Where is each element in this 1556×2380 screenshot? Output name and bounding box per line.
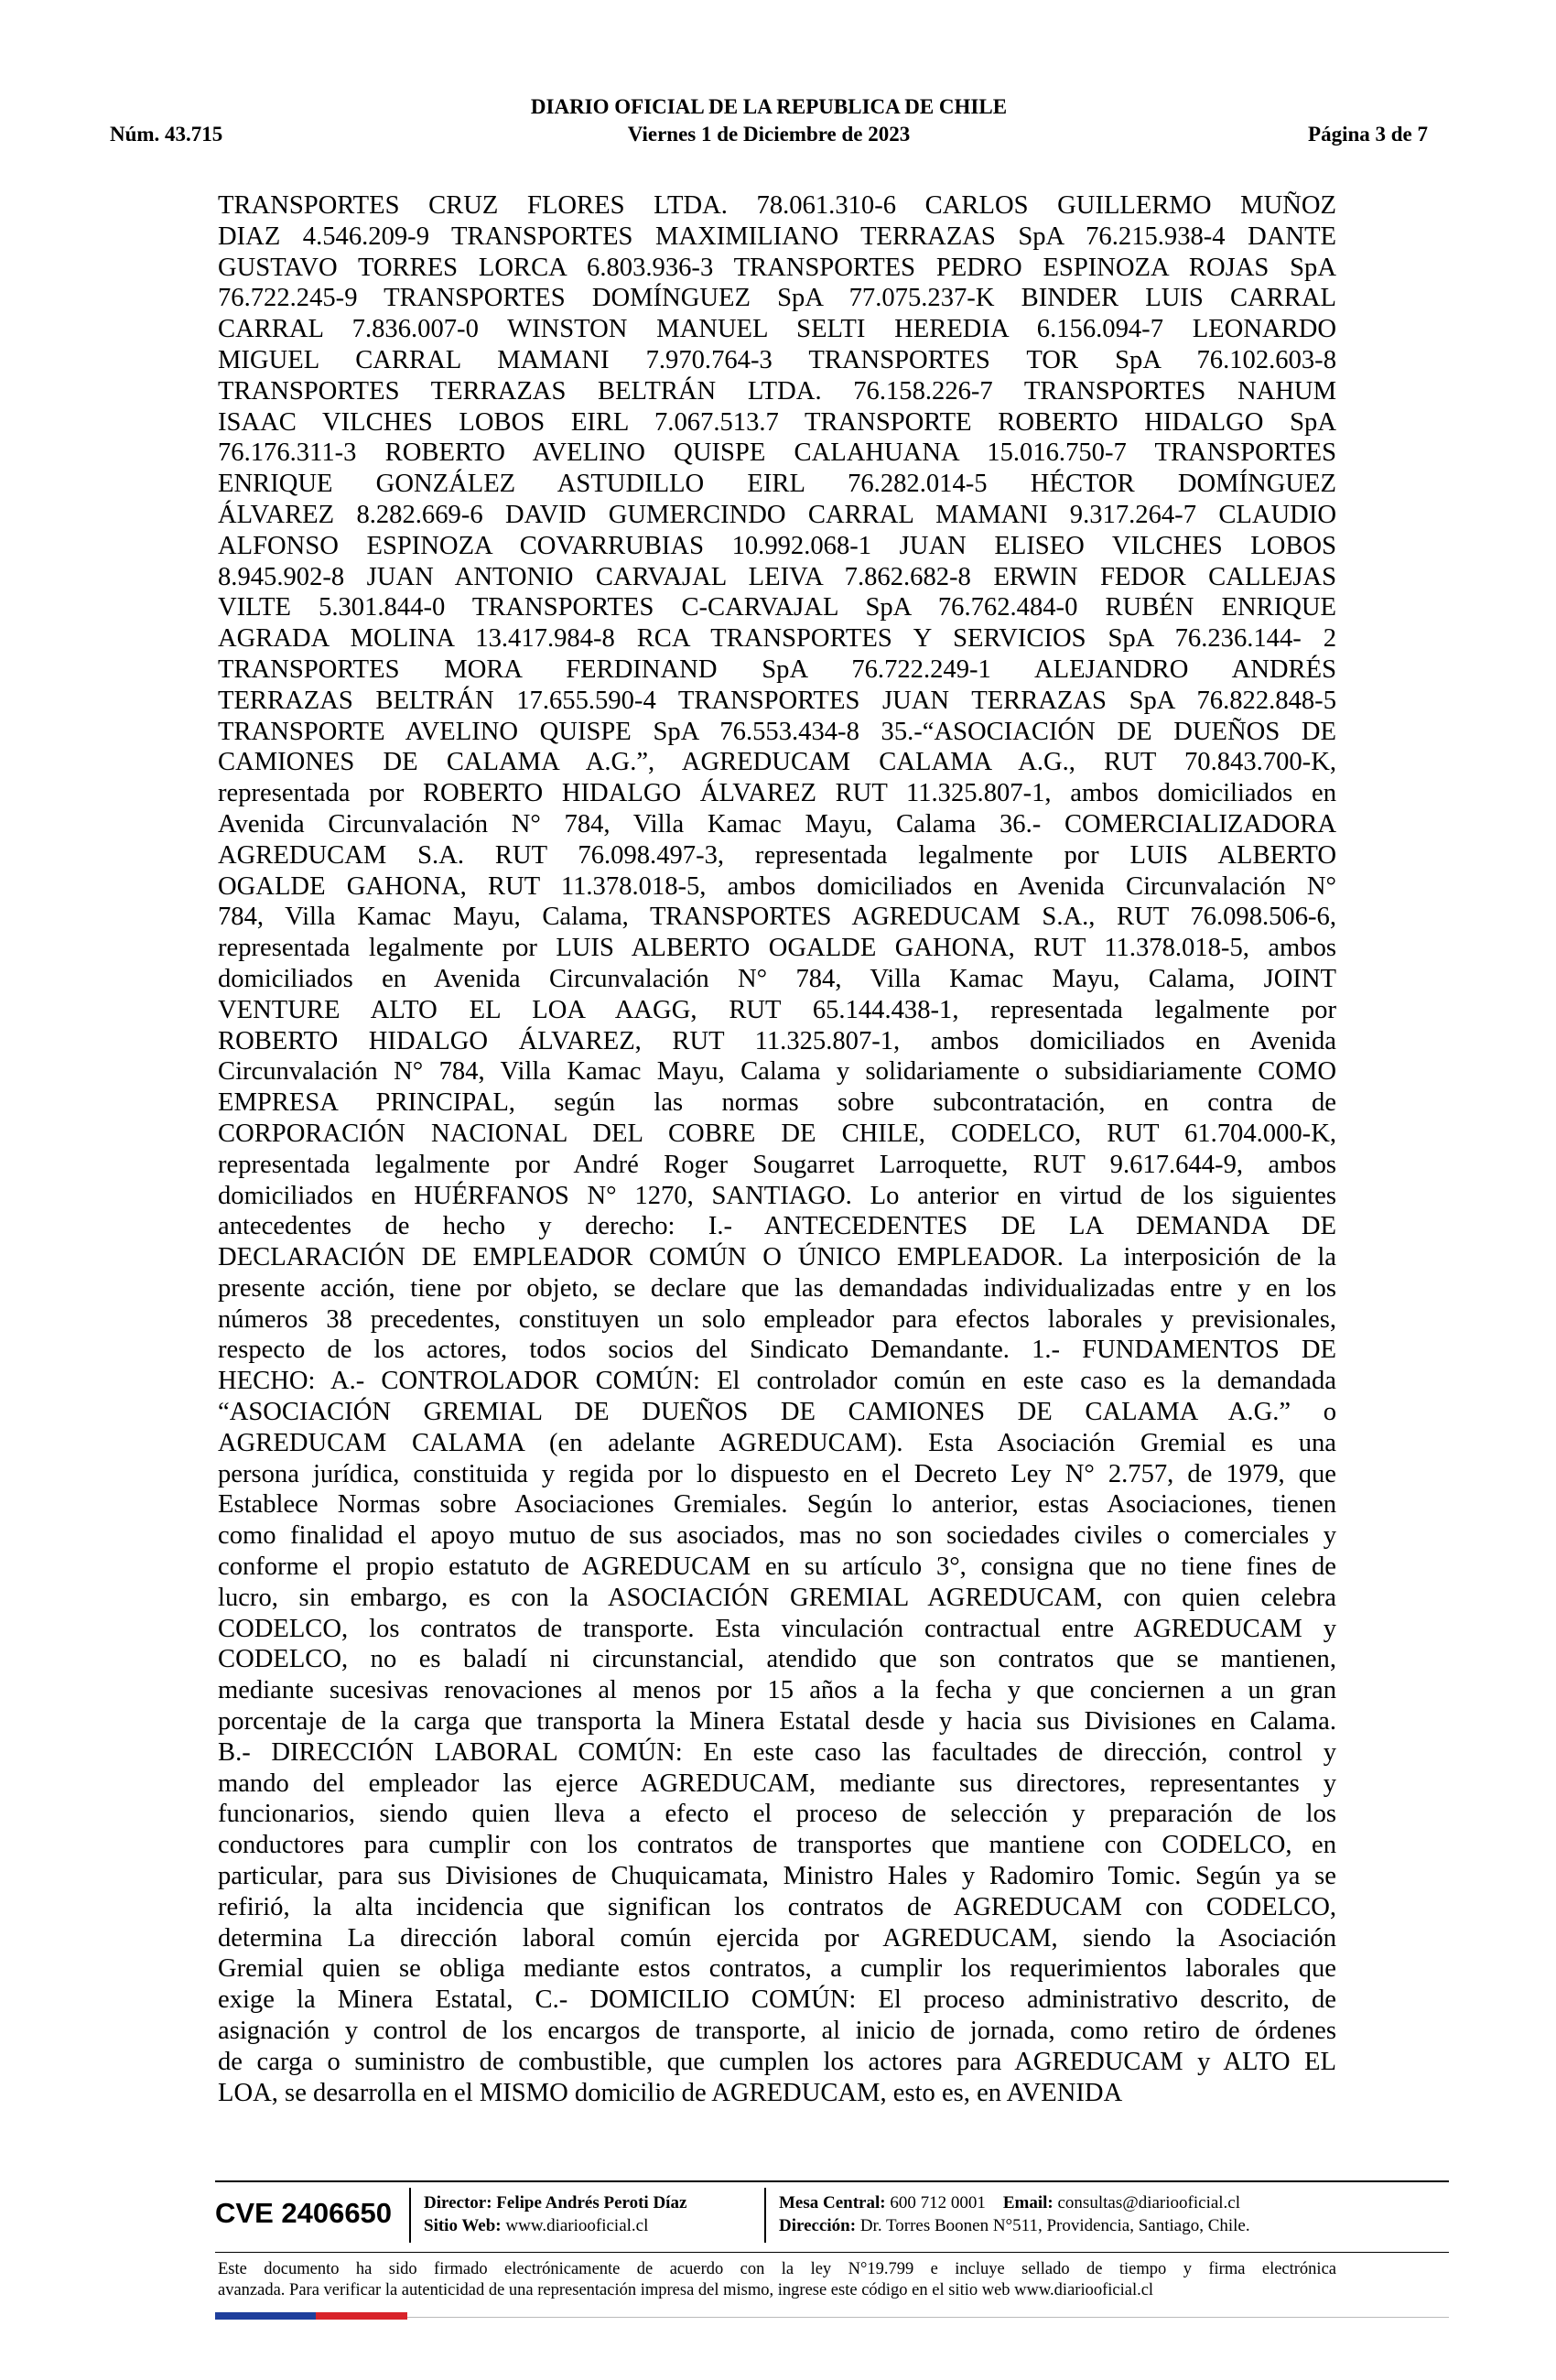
phone-value: 600 712 0001 xyxy=(890,2193,986,2212)
body-text-line: exige la Minera Estatal, C.- DOMICILIO COMÚN: El proceso administrativo descrito, de xyxy=(218,1985,1336,2015)
masthead xyxy=(110,93,1428,148)
email-label: Email: xyxy=(1002,2193,1054,2212)
body-text-line: ENRIQUE GONZÁLEZ ASTUDILLO EIRL 76.282.014-5 HÉCTOR DOMÍNGUEZ xyxy=(218,470,1336,499)
page-number: Página 3 de 7 xyxy=(1308,123,1428,146)
body-text-line: ISAAC VILCHES LOBOS EIRL 7.067.513.7 TRANSPORTE ROBERTO HIDALGO SpA xyxy=(218,407,1336,437)
body-text-line: de carga o suministro de combustible, que cumplen los actores para AGREDUCAM y ALTO EL xyxy=(218,2047,1336,2076)
body-text-line: domiciliados en Avenida Circunvalación N° 784, Villa Kamac Mayu, Calama, JOINT xyxy=(218,964,1336,993)
body-text-line: presente acción, tiene por objeto, se declare que las demandadas individualizadas entre y en los xyxy=(218,1273,1336,1303)
flag-stripe-red xyxy=(316,2312,407,2320)
body-text-line: Circunvalación N° 784, Villa Kamac Mayu, Calama y solidariamente o subsidiariamente COMO xyxy=(218,1057,1336,1087)
body-text-line: “ASOCIACIÓN GREMIAL DE DUEÑOS DE CAMIONES DE CALAMA A.G.” o xyxy=(218,1398,1336,1427)
footer-director-block xyxy=(424,2191,686,2237)
body-text-line: antecedentes de hecho y derecho: I.- ANTECEDENTES DE LA DEMANDA DE xyxy=(218,1212,1336,1241)
body-text-line: CARRAL 7.836.007-0 WINSTON MANUEL SELTI HEREDIA 6.156.094-7 LEONARDO xyxy=(218,315,1336,344)
site-link[interactable]: www.diariooficial.cl xyxy=(505,2216,649,2235)
body-text-line: como finalidad el apoyo mutuo de sus asociados, mas no son sociedades civiles o comerciales y xyxy=(218,1521,1336,1551)
legal-notice-line: avanzada. Para verificar la autenticidad de una representación impresa del mismo, ingrese este código en el sitio web www.diariooficial.cl xyxy=(218,2281,1154,2299)
body-text-line: lucro, sin embargo, es con la ASOCIACIÓN GREMIAL AGREDUCAM, con quien celebra xyxy=(218,1583,1336,1612)
body-text-line: Avenida Circunvalación N° 784, Villa Kamac Mayu, Calama 36.- COMERCIALIZADORA xyxy=(218,809,1336,838)
body-text-line: TRANSPORTES TERRAZAS BELTRÁN LTDA. 76.158.226-7 TRANSPORTES NAHUM xyxy=(218,376,1336,406)
legal-notice-line: Este documento ha sido firmado electrónicamente de acuerdo con la ley N°19.799 e incluye sellado de tiempo y firma electrónica xyxy=(218,2260,1336,2278)
body-text-line: números 38 precedentes, constituyen un solo empleador para efectos laborales y previsionales, xyxy=(218,1304,1336,1334)
body-text-line: 8.945.902-8 JUAN ANTONIO CARVAJAL LEIVA 7.862.682-8 ERWIN FEDOR CALLEJAS xyxy=(218,562,1336,591)
body-text-line: TRANSPORTE AVELINO QUISPE SpA 76.553.434-8 35.-“ASOCIACIÓN DE DUEÑOS DE xyxy=(218,717,1336,746)
email-link[interactable]: consultas@diariooficial.cl xyxy=(1057,2193,1241,2212)
body-text-line: determina La dirección laboral común ejercida por AGREDUCAM, siendo la Asociación xyxy=(218,1923,1336,1953)
body-text-line: TERRAZAS BELTRÁN 17.655.590-4 TRANSPORTES JUAN TERRAZAS SpA 76.822.848-5 xyxy=(218,686,1336,715)
body-text-line: OGALDE GAHONA, RUT 11.378.018-5, ambos domiciliados en Avenida Circunvalación N° xyxy=(218,871,1336,901)
body-text-line: LOA, se desarrolla en el MISMO domicilio de AGREDUCAM, esto es, en AVENIDA xyxy=(218,2078,1123,2107)
director-name: Felipe Andrés Peroti Díaz xyxy=(496,2193,687,2212)
phone-label: Mesa Central: xyxy=(779,2193,886,2212)
publication-date: Viernes 1 de Diciembre de 2023 xyxy=(627,123,911,146)
body-text-line: CODELCO, los contratos de transporte. Esta vinculación contractual entre AGREDUCAM y xyxy=(218,1614,1336,1643)
body-text-line: porcentaje de la carga que transporta la Minera Estatal desde y hacia sus Divisiones en Calama. xyxy=(218,1707,1336,1736)
body-text-line: representada legalmente por LUIS ALBERTO OGALDE GAHONA, RUT 11.378.018-5, ambos xyxy=(218,934,1336,963)
site-label: Sitio Web: xyxy=(424,2216,502,2235)
publication-title: DIARIO OFICIAL DE LA REPUBLICA DE CHILE xyxy=(530,95,1008,118)
body-text-line: mando del empleador las ejerce AGREDUCAM, mediante sus directores, representantes y xyxy=(218,1769,1336,1798)
body-text-line: Gremial quien se obliga mediante estos contratos, a cumplir los requerimientos laborales que xyxy=(218,1954,1336,1984)
body-text-line: refirió, la alta incidencia que significan los contratos de AGREDUCAM con CODELCO, xyxy=(218,1892,1336,1921)
footer-separator xyxy=(764,2188,766,2243)
body-text-line: AGREDUCAM CALAMA (en adelante AGREDUCAM). Esta Asociación Gremial es una xyxy=(218,1428,1336,1457)
body-text-line: funcionarios, siendo quien lleva a efecto el proceso de selección y preparación de los xyxy=(218,1800,1336,1829)
page-footer xyxy=(215,2182,1449,2248)
legal-notice xyxy=(218,2259,1336,2301)
body-text-line: ROBERTO HIDALGO ÁLVAREZ, RUT 11.325.807-1, ambos domiciliados en Avenida xyxy=(218,1026,1336,1055)
body-text-line: TRANSPORTES CRUZ FLORES LTDA. 78.061.310-6 CARLOS GUILLERMO MUÑOZ xyxy=(218,191,1336,220)
footer-divider xyxy=(215,2252,1449,2253)
flag-stripe-blue xyxy=(215,2312,316,2320)
body-text-line: GUSTAVO TORRES LORCA 6.803.936-3 TRANSPORTES PEDRO ESPINOZA ROJAS SpA xyxy=(218,253,1336,282)
body-text-line: particular, para sus Divisiones de Chuquicamata, Ministro Hales y Radomiro Tomic. Según ya se xyxy=(218,1862,1336,1891)
footer-separator xyxy=(409,2188,411,2243)
body-text-line: CAMIONES DE CALAMA A.G.”, AGREDUCAM CALAMA A.G., RUT 70.843.700-K, xyxy=(218,748,1336,777)
body-text-line: domiciliados en HUÉRFANOS N° 1270, SANTIAGO. Lo anterior en virtud de los siguientes xyxy=(218,1181,1336,1210)
body-text-line: mediante sucesivas renovaciones al menos por 15 años a la fecha y que conciernen a un gran xyxy=(218,1676,1336,1705)
body-text-line: HECHO: A.- CONTROLADOR COMÚN: El controlador común en este caso es la demandada xyxy=(218,1367,1336,1396)
cve-code: CVE 2406650 xyxy=(215,2197,393,2229)
body-text-line: B.- DIRECCIÓN LABORAL COMÚN: En este caso las facultades de dirección, control y xyxy=(218,1737,1336,1767)
page-header xyxy=(110,92,1428,150)
address-value: Dr. Torres Boonen N°511, Providencia, Santiago, Chile. xyxy=(859,2216,1250,2235)
body-text-line: TRANSPORTES MORA FERDINAND SpA 76.722.249-1 ALEJANDRO ANDRÉS xyxy=(218,654,1336,684)
body-text-line: DIAZ 4.546.209-9 TRANSPORTES MAXIMILIANO TERRAZAS SpA 76.215.938-4 DANTE xyxy=(218,222,1336,251)
body-text-line: 76.722.245-9 TRANSPORTES DOMÍNGUEZ SpA 77.075.237-K BINDER LUIS CARRAL xyxy=(218,284,1336,313)
body-text-line: Establece Normas sobre Asociaciones Gremiales. Según lo anterior, estas Asociaciones, tienen xyxy=(218,1490,1336,1520)
body-text-line: representada por ROBERTO HIDALGO ÁLVAREZ RUT 11.325.807-1, ambos domiciliados en xyxy=(218,779,1336,808)
body-text-line: respecto de los actores, todos socios del Sindicato Demandante. 1.- FUNDAMENTOS DE xyxy=(218,1336,1336,1365)
body-text-line: asignación y control de los encargos de transporte, al inicio de jornada, como retiro de órdenes xyxy=(218,2017,1336,2046)
body-text-line: VENTURE ALTO EL LOA AAGG, RUT 65.144.438-1, representada legalmente por xyxy=(218,995,1336,1024)
footer-contact-block xyxy=(779,2191,1250,2237)
address-label: Dirección: xyxy=(779,2216,857,2235)
body-text-line: EMPRESA PRINCIPAL, según las normas sobre subcontratación, en contra de xyxy=(218,1088,1336,1118)
body-text-line: representada legalmente por André Roger Sougarret Larroquette, RUT 9.617.644-9, ambos xyxy=(218,1150,1336,1179)
body-text-line: VILTE 5.301.844-0 TRANSPORTES C-CARVAJAL SpA 76.762.484-0 RUBÉN ENRIQUE xyxy=(218,593,1336,622)
body-text-line: DECLARACIÓN DE EMPLEADOR COMÚN O ÚNICO EMPLEADOR. La interposición de la xyxy=(218,1243,1336,1272)
issue-number: Núm. 43.715 xyxy=(110,123,223,146)
body-text-line: conforme el propio estatuto de AGREDUCAM en su artículo 3°, consigna que no tiene fines de xyxy=(218,1552,1336,1582)
body-text-line: ÁLVAREZ 8.282.669-6 DAVID GUMERCINDO CARRAL MAMANI 9.317.264-7 CLAUDIO xyxy=(218,500,1336,529)
director-label: Director: xyxy=(424,2193,492,2212)
body-text-line: MIGUEL CARRAL MAMANI 7.970.764-3 TRANSPORTES TOR SpA 76.102.603-8 xyxy=(218,345,1336,374)
body-text-line: AGREDUCAM S.A. RUT 76.098.497-3, representada legalmente por LUIS ALBERTO xyxy=(218,840,1336,870)
document-body xyxy=(218,190,1336,2108)
body-text-line: conductores para cumplir con los contratos de transportes que mantiene con CODELCO, en xyxy=(218,1831,1336,1860)
body-text-line: 784, Villa Kamac Mayu, Calama, TRANSPORTES AGREDUCAM S.A., RUT 76.098.506-6, xyxy=(218,903,1336,932)
body-text-line: ALFONSO ESPINOZA COVARRUBIAS 10.992.068-1 JUAN ELISEO VILCHES LOBOS xyxy=(218,531,1336,560)
body-text-line: AGRADA MOLINA 13.417.984-8 RCA TRANSPORTES Y SERVICIOS SpA 76.236.144- 2 xyxy=(218,624,1336,654)
body-text-line: persona jurídica, constituida y regida por lo dispuesto en el Decreto Ley N° 2.757, de 1979, que xyxy=(218,1459,1336,1488)
body-text-line: CORPORACIÓN NACIONAL DEL COBRE DE CHILE, CODELCO, RUT 61.704.000-K, xyxy=(218,1119,1336,1148)
body-text-line: CODELCO, no es baladí ni circunstancial, atendido que son contratos que se mantienen, xyxy=(218,1645,1336,1674)
body-text-line: 76.176.311-3 ROBERTO AVELINO QUISPE CALAHUANA 15.016.750-7 TRANSPORTES xyxy=(218,438,1336,468)
